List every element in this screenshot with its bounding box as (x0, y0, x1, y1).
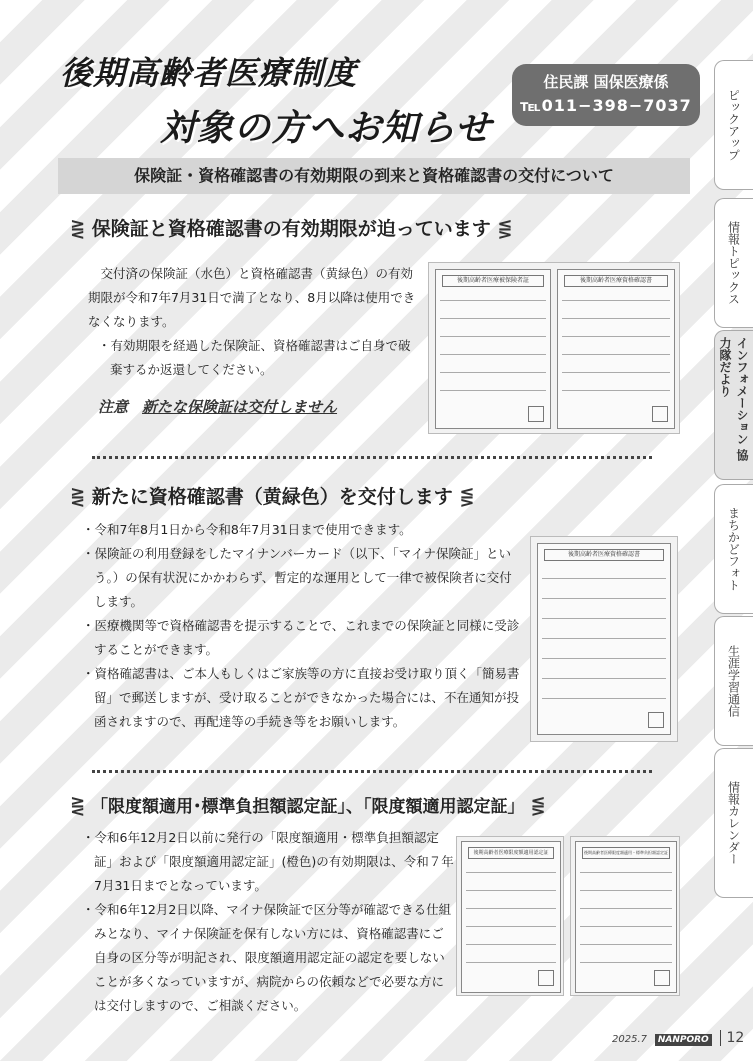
contact-box (512, 64, 700, 126)
tab-topics[interactable]: 情報トピックス (714, 198, 753, 328)
card-title: 後期高齢者医療被保険者証 (442, 275, 544, 287)
footer-date: 2025.7 (612, 1034, 647, 1045)
qualification-card (537, 543, 671, 735)
seal-icon (652, 406, 668, 422)
seal-icon (654, 970, 670, 986)
card-image-3 (456, 836, 564, 996)
section3-item: ・令和6年12月2日以降、マイナ保険証で区分等が確認できる仕組みとなり、マイナ保険証を保有しない方には、資格確認書にご自身の区分等が明記され、限度額適用認定証の認定を要しないことが多くなっていますが、病院からの依頼などで必要な方には交付しますので、ご相談ください。 (82, 902, 452, 1013)
speech-mark-icon: ⋚ (497, 219, 513, 240)
speech-mark-icon: ⋛ (70, 219, 86, 240)
tab-pickup[interactable]: ピックアップ (714, 60, 753, 190)
seal-icon (528, 406, 544, 422)
section3-heading-text: 「限度額適用･標準負担額認定証」、「限度額適用認定証」 (91, 797, 525, 817)
note-text: 新たな保険証は交付しません (142, 398, 338, 416)
contact-dept: 住民課 国保医療係 (543, 73, 669, 91)
title-line2: 対象の方へお知らせ (160, 108, 492, 149)
card-title: 後期高齢者医療限度額適用・標準負担額認定証 (582, 847, 670, 859)
section1-note (98, 396, 337, 417)
section1-paragraph: 交付済の保険証（水色）と資格確認書（黄緑色）の有効期限が令和7年7月31日で満了となり、8月以降は使用できなくなります。 (88, 266, 416, 329)
section2-item: ・令和7年8月1日から令和8年7月31日まで使用できます。 (82, 522, 412, 537)
speech-mark-icon: ⋚ (530, 796, 546, 817)
card-title: 後期高齢者医療資格確認書 (564, 275, 668, 287)
section3-heading (70, 792, 546, 817)
page-number: 12 (720, 1030, 745, 1046)
card-title: 後期高齢者医療限度額適用認定証 (468, 847, 554, 859)
section2-item: ・保険証の利用登録をしたマイナンバーカード（以下、「マイナ保険証」という。）の保有状況にかかわらず、暫定的な運用として一律で被保険者に交付します。 (82, 546, 512, 609)
card-image-1 (428, 262, 680, 434)
section2-item: ・資格確認書は、ご本人もしくはご家族等の方に直接お受け取り頂く「簡易書留」で郵送しますが、受け取ることができなかった場合には、不在通知が投函されますので、再配達等の手続き等をお願いします。 (82, 666, 520, 729)
limit-card (461, 841, 561, 993)
divider (92, 456, 652, 459)
card-title: 後期高齢者医療資格確認書 (544, 549, 664, 561)
tab-photo[interactable]: まちかどフォト (714, 484, 753, 614)
title-line1: 後期高齢者医療制度 (60, 54, 358, 92)
section2-heading (70, 482, 474, 509)
section2-body (82, 518, 522, 734)
banner: 保険証・資格確認書の有効期限の到来と資格確認書の交付について (58, 158, 690, 194)
section1-paragraph: ・有効期限を経過した保険証、資格確認書はご自身で破棄するか返還してください。 (98, 338, 411, 377)
limit-card (575, 841, 677, 993)
tab-learning[interactable]: 生涯学習通信 (714, 616, 753, 746)
footer (612, 1030, 744, 1046)
section2-heading-text: 新たに資格確認書（黄緑色）を交付します (91, 486, 453, 508)
section3-body (82, 826, 454, 1018)
divider (92, 770, 652, 773)
section2-item: ・医療機関等で資格確認書を提示することで、これまでの保険証と同様に受診することができます。 (82, 618, 520, 657)
note-label: 注意 (98, 398, 129, 416)
speech-mark-icon: ⋛ (70, 487, 86, 508)
speech-mark-icon: ⋛ (70, 796, 86, 817)
card-image-4 (570, 836, 680, 996)
qualification-card (557, 269, 675, 429)
section3-item: ・令和6年12月2日以前に発行の「限度額適用・標準負担額認定証」および「限度額適用認定証」(橙色)の有効期限は、令和７年7月31日までとなっています。 (82, 830, 454, 893)
seal-icon (538, 970, 554, 986)
tab-calendar[interactable]: 情報カレンダー (714, 748, 753, 898)
speech-mark-icon: ⋚ (459, 487, 475, 508)
footer-logo: NANPORO (655, 1034, 712, 1046)
section1-body (88, 262, 420, 382)
card-image-2 (530, 536, 678, 742)
section1-heading-text: 保険証と資格確認書の有効期限が迫っています (91, 218, 491, 240)
section1-heading (70, 214, 512, 241)
insurance-card (435, 269, 551, 429)
contact-tel: ℡011−398−7037 (520, 96, 692, 115)
seal-icon (648, 712, 664, 728)
tab-information[interactable]: インフォメーション 協力隊だより (714, 330, 753, 480)
